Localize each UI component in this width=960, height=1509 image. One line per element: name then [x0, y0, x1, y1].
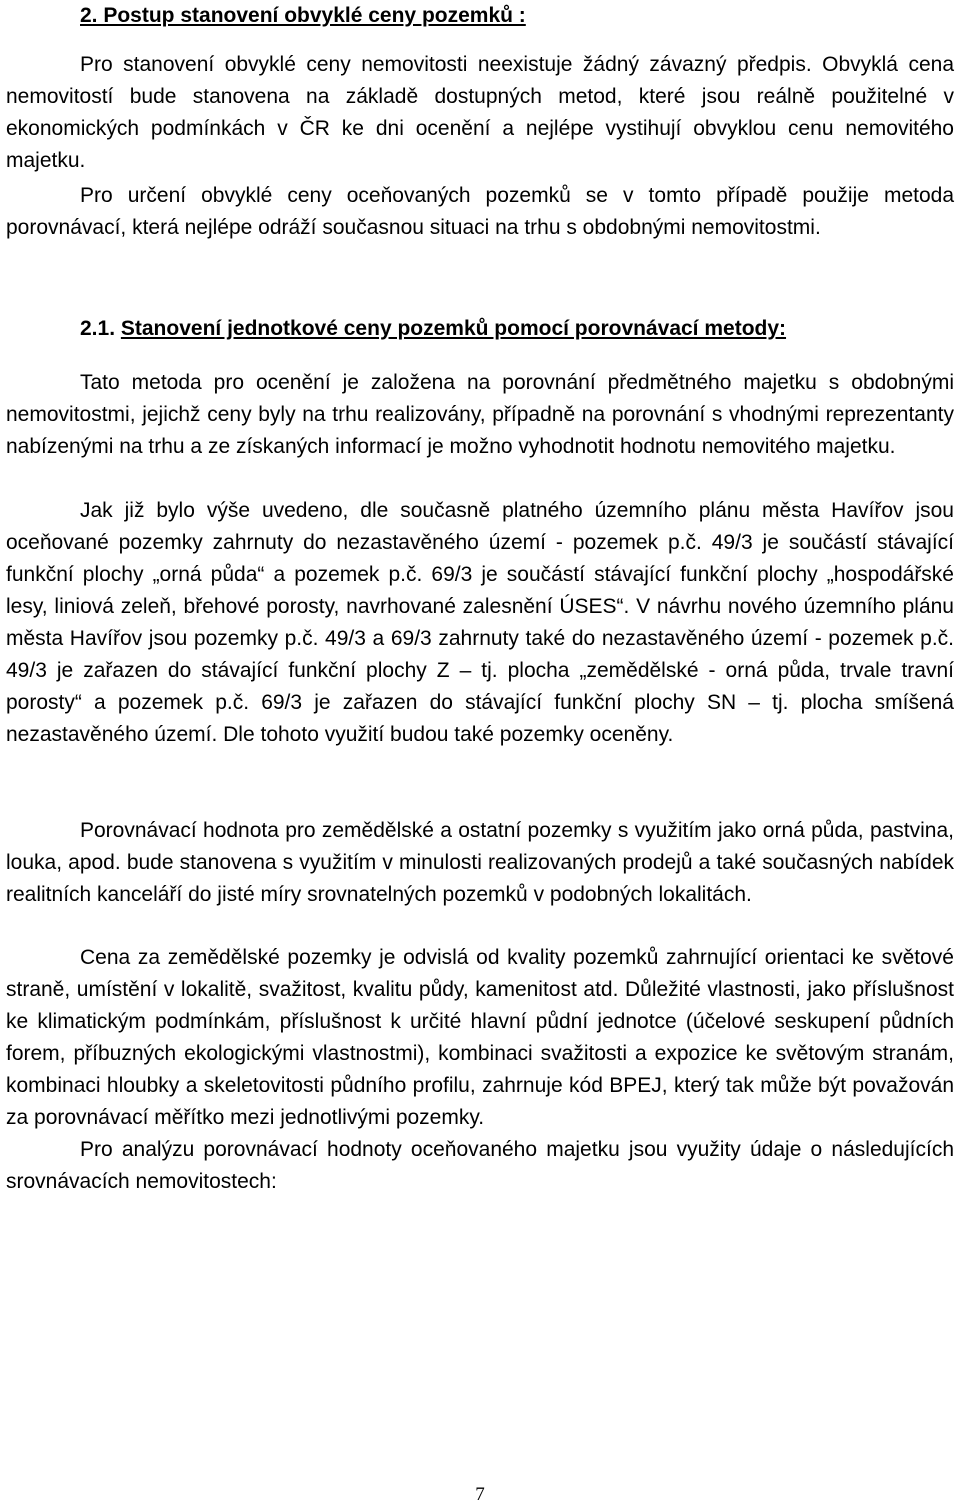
paragraph-intro: Pro stanovení obvyklé ceny nemovitosti neexistuje žádný závazný předpis. Obvyklá cena nemovitostí bude stanovena na základě dostupných metod, které jsou reálně použitelné v ekonomických podmínkách v ČR ke dni ocenění a nejlépe vystihují obvyklou cenu nemovitého majetku.	[6, 53, 954, 172]
paragraph-comparative-value: Porovnávací hodnota pro zemědělské a ostatní pozemky s využitím jako orná půda, pastvina, louka, apod. bude stanovena s využitím v minulosti realizovaných prodejů a také současných nabídek realitních kanceláří do jisté míry srovnatelných pozemků v podobných lokalitách.	[6, 819, 954, 906]
paragraph-method-choice: Pro určení obvyklé ceny oceňovaných pozemků se v tomto případě použije metoda porovnávací, která nejlépe odráží současnou situaci na trhu s obdobnými nemovitostmi.	[6, 184, 954, 239]
subsection-title: Stanovení jednotkové ceny pozemků pomocí porovnávací metody:	[120, 317, 787, 340]
paragraph-analysis-intro: Pro analýzu porovnávací hodnoty oceňovaného majetku jsou využity údaje o následujících srovnávacích nemovitostech:	[6, 1138, 954, 1193]
section-heading: 2. Postup stanovení obvyklé ceny pozemků :	[80, 4, 526, 27]
subsection-number: 2.1.	[80, 317, 116, 340]
paragraph-zoning-plan: Jak již bylo výše uvedeno, dle současně platného územního plánu města Havířov jsou oceňované pozemky zahrnuty do nezastavěného území - pozemek p.č. 49/3 je součástí stávající funkční plochy „orná půda“ a pozemek p.č. 69/3 je součástí stávající funkční plochy „hospodářské lesy, liniová zeleň, břehové porosty, navrhované zalesnění ÚSES“. V návrhu nového územního plánu města Havířov jsou pozemky p.č. 49/3 a 69/3 zahrnuty také do nezastavěného území - pozemek p.č. 49/3 je zařazen do stávající funkční plochy Z – tj. plocha „zemědělské - orná půda, trvale travní porosty“ a pozemek p.č. 69/3 je zařazen do stávající funkční plochy SN – tj. plocha smíšená nezastavěného území. Dle tohoto využití budou také pozemky oceněny.	[6, 499, 954, 746]
paragraph-method-description: Tato metoda pro ocenění je založena na porovnání předmětného majetku s obdobnými nemovitostmi, jejichž ceny byly na trhu realizovány, případně na porovnání s vhodnými reprezentanty nabízenými na trhu a ze získaných informací je možno vyhodnotit hodnotu nemovitého majetku.	[6, 371, 954, 458]
paragraph-land-quality: Cena za zemědělské pozemky je odvislá od kvality pozemků zahrnující orientaci ke světové straně, umístění v lokalitě, svažitost, kvalitu půdy, kamenitost atd. Důležité vlastnosti, jako příslušnost ke klimatickým podmínkám, příslušnost k určité hlavní půdní jednotce (účelové seskupení půdních forem, příbuzných ekologickými vlastnostmi), kombinaci svažitosti a expozice ke světovým stranám, kombinaci hloubky a skeletovitosti půdního profilu, zahrnuje kód BPEJ, který tak může být považován za porovnávací měřítko mezi jednotlivými pozemky.	[6, 946, 954, 1129]
page-number: 7	[475, 1484, 485, 1505]
subsection-heading	[80, 315, 786, 343]
